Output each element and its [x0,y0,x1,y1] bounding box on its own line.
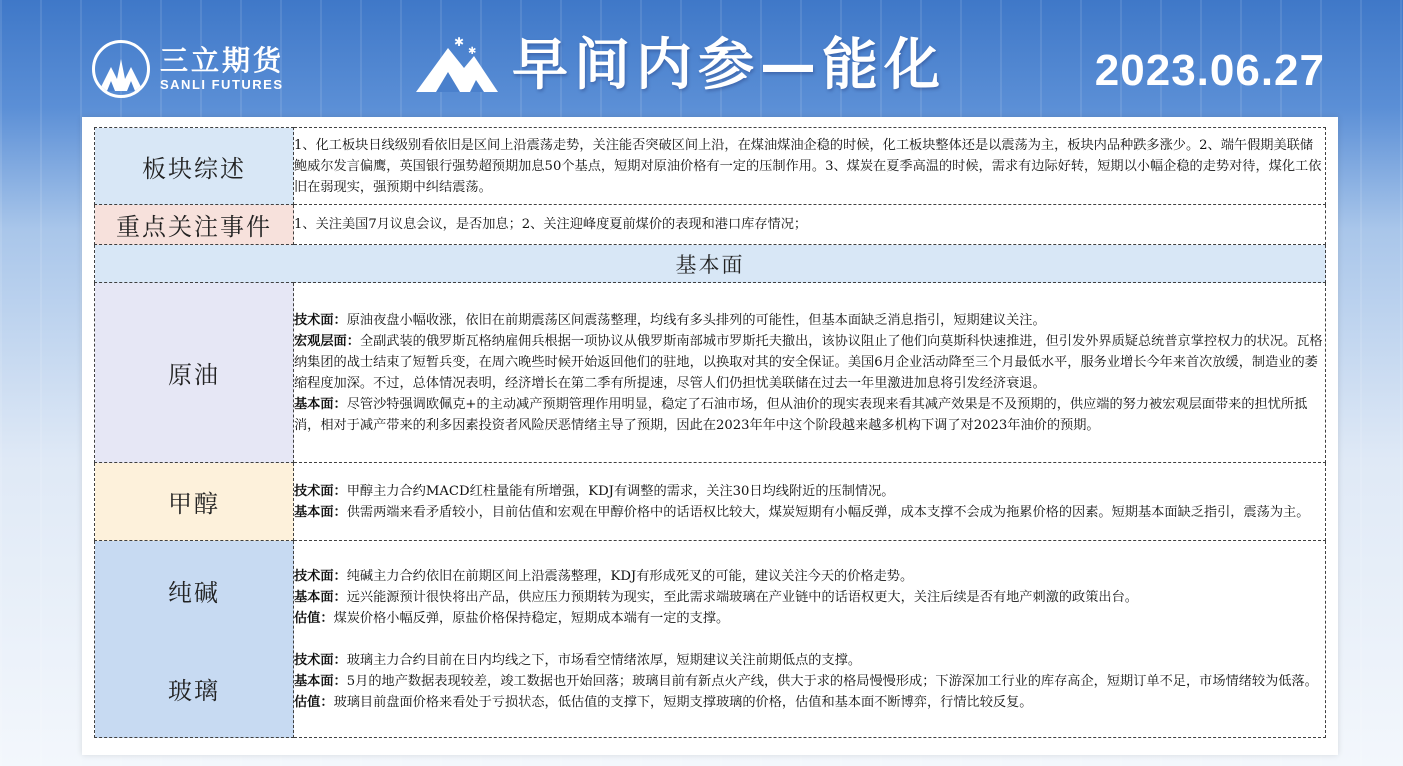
svg-text:✱: ✱ [454,35,465,49]
overview-paragraph: 1、化工板块日线级别看依旧是区间上沿震荡走势，关注能否突破区间上沿，在煤油煤油企稳的时候，化工板块整体还是以震荡为主，板块内品种跌多涨少。2、端午假期美联储鲍威尔发言偏鹰，英国银行强势超预期加息50个基点，短期对原油价格有一定的压制作用。3、煤炭在夏季高温的时候，需求有边际好转，短期以小幅企稳的走势对待，煤化工依旧在弱现实，强预期中纠结震荡。 [294,137,1322,195]
fund-label: 基本面： [294,396,347,412]
mountain-snow-icon [414,34,500,98]
crude-macro [294,331,1325,394]
table-row [95,283,1326,463]
tech-text: 玻璃主力合约目前在日内均线之下，市场看空情绪浓厚，短期建议关注前期低点的支撑。 [346,652,862,668]
fund-text: 5月的地产数据表现较差，竣工数据也开始回落；玻璃目前有新点火产线，供大于求的格局慢慢形成；下游深加工行业的库存高企，短期订单不足，市场情绪较为低落。 [346,673,1318,689]
table-row [95,128,1326,205]
tech-label: 技术面： [294,652,347,668]
methanol-text [294,463,1326,541]
row-label-soda: 纯碱 [168,578,220,607]
crude-fund [294,394,1325,436]
val-label: 估值： [294,610,334,626]
section-heading: 基本面 [95,245,1326,283]
focus-paragraph: 1、关注美国7月议息会议，是否加息；2、关注迎峰度夏前煤价的表现和港口库存情况； [294,217,808,232]
glass-tech [294,650,1325,671]
macro-label: 宏观层面： [294,333,360,349]
val-text: 玻璃目前盘面价格来看处于亏损状态，低估值的支撑下，短期支撑玻璃的价格，估值和基本面不断博弈，行情比较反复。 [333,694,1033,710]
page-title: 早间内参—能化 [512,33,946,98]
spacer [294,629,1325,650]
svg-text:✱: ✱ [468,46,477,57]
report-date: 2023.06.27 [1094,46,1325,95]
row-label-methanol: 甲醇 [95,463,294,541]
crude-text [294,283,1326,463]
crude-tech [294,310,1325,331]
methanol-tech [294,481,1325,502]
glass-val [294,692,1325,713]
fund-text: 尽管沙特强调欧佩克+的主动减产预期管理作用明显，稳定了石油市场，但从油价的现实表现来看其减产效果是不及预期的，供应端的努力被宏观层面带来的担忧所抵消，相对于减产带来的利多因素投资者风险厌恶情绪主导了预期，因此在2023年年中这个阶段越来越多机构下调了对2023年油价的预期。 [294,396,1308,433]
soda-tech [294,566,1325,587]
company-logo [92,40,284,98]
table-row [95,205,1326,245]
tech-label: 技术面： [294,568,347,584]
fund-text: 供需两端来看矛盾较小，目前估值和宏观在甲醇价格中的话语权比较大，煤炭短期有小幅反弹，成本支撑不会成为拖累价格的因素。短期基本面缺乏指引，震荡为主。 [346,504,1310,520]
row-label-soda-glass [95,541,294,738]
row-label-overview: 板块综述 [95,128,294,205]
row-label-crude: 原油 [95,283,294,463]
fund-label: 基本面： [294,673,347,689]
overview-text [294,128,1326,205]
tech-text: 原油夜盘小幅收涨，依旧在前期震荡区间震荡整理，均线有多头排列的可能性，但基本面缺乏消息指引，短期建议关注。 [346,312,1046,328]
table-row [95,245,1326,283]
tech-label: 技术面： [294,312,347,328]
soda-glass-text [294,541,1326,738]
fund-label: 基本面： [294,589,347,605]
header [0,0,1403,120]
val-text: 煤炭价格小幅反弹，原盐价格保持稳定，短期成本端有一定的支撑。 [333,610,730,626]
logo-english-name: SANLI FUTURES [160,77,284,92]
soda-val [294,608,1325,629]
report-table [94,127,1326,738]
focus-text [294,205,1326,245]
logo-chinese-name: 三立期货 [160,44,285,77]
title-block [414,34,946,98]
mountain-logo-icon [92,40,150,98]
val-label: 估值： [294,694,334,710]
table-row [95,463,1326,541]
soda-fund [294,587,1325,608]
row-label-glass: 玻璃 [168,676,220,705]
glass-fund [294,671,1325,692]
tech-text: 甲醇主力合约MACD红柱量能有所增强，KDJ有调整的需求，关注30日均线附近的压制情况。 [346,483,895,499]
fund-label: 基本面： [294,504,347,520]
fund-text: 远兴能源预计很快将出产品，供应压力预期转为现实，至此需求端玻璃在产业链中的话语权更大，关注后续是否有地产刺激的政策出台。 [346,589,1138,605]
row-label-focus: 重点关注事件 [95,205,294,245]
table-row [95,541,1326,738]
tech-text: 纯碱主力合约依旧在前期区间上沿震荡整理，KDJ有形成死叉的可能，建议关注今天的价格走势。 [346,568,914,584]
methanol-fund [294,502,1325,523]
tech-label: 技术面： [294,483,347,499]
macro-text: 全副武装的俄罗斯瓦格纳雇佣兵根据一项协议从俄罗斯南部城市罗斯托夫撤出，该协议阻止了他们向莫斯科快速推进，但引发外界质疑总统普京掌控权力的状况。瓦格纳集团的战士结束了短暂兵变，在周六晚些时候开始返回他们的驻地，以换取对其的安全保证。美国6月企业活动降至三个月最低水平，服务业增长今年来首次放缓，制造业的萎缩程度加深。不过，总体情况表明，经济增长在第二季有所提速，尽管人们仍担忧美联储在过去一年里激进加息将引发经济衰退。 [294,333,1323,391]
